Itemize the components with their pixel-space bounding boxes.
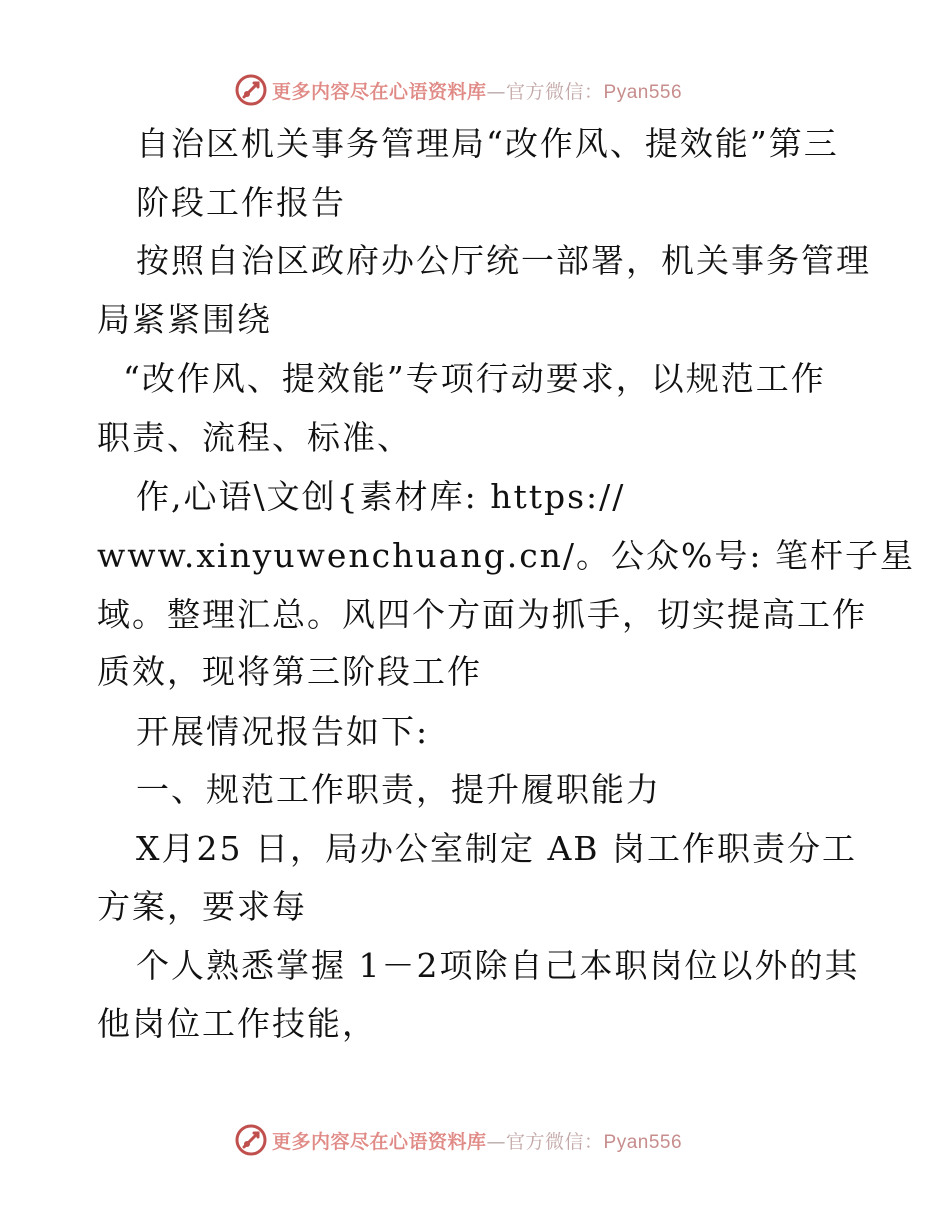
watermark-dash: —: [486, 80, 507, 103]
watermark-logo-icon: [234, 73, 268, 107]
header-watermark: [234, 72, 682, 108]
paragraph-line: 域。整理汇总。风四个方面为抓手，切实提高工作: [97, 595, 867, 634]
watermark-id: Pyan556: [603, 81, 683, 103]
footer-watermark: [234, 1122, 682, 1158]
paragraph-line: 按照自治区政府办公厅统一部署，机关事务管理: [136, 241, 871, 280]
title-line-1: 自治区机关事务管理局“改作风、提效能”第三: [136, 124, 839, 163]
watermark-dash: —: [486, 1130, 507, 1153]
paragraph-line: 方案，要求每: [97, 887, 307, 926]
paragraph-line: www.xinyuwenchuang.cn/。公众%号: 笔杆子星: [97, 536, 916, 575]
paragraph-line: “改作风、提效能”专项行动要求，以规范工作: [123, 359, 826, 398]
paragraph-line: 质效，现将第三阶段工作: [97, 652, 482, 691]
watermark-logo-icon: [234, 1123, 268, 1157]
watermark-sub: 官方微信：: [506, 80, 604, 103]
watermark-sub: 官方微信：: [506, 1130, 604, 1153]
paragraph-line: 他岗位工作技能，: [97, 1004, 377, 1043]
paragraph-line: 局紧紧围绕: [97, 300, 272, 339]
watermark-id: Pyan556: [603, 1131, 683, 1153]
watermark-main: 更多内容尽在心语资料库: [272, 1130, 487, 1153]
paragraph-line: X月25 日，局办公室制定 AB 岗工作职责分工: [136, 829, 858, 868]
section-heading: 一、规范工作职责，提升履职能力: [136, 770, 661, 809]
watermark-text: [272, 1127, 682, 1154]
title-line-2: 阶段工作报告: [136, 183, 346, 222]
paragraph-line: 作,心语\文创{素材库: https://: [136, 477, 626, 516]
paragraph-line: 职责、流程、标准、: [97, 418, 412, 457]
paragraph-line: 开展情况报告如下:: [136, 712, 430, 751]
watermark-main: 更多内容尽在心语资料库: [272, 80, 487, 103]
watermark-text: [272, 77, 682, 104]
paragraph-line: 个人熟悉掌握 1－2项除自己本职岗位以外的其: [136, 946, 860, 985]
